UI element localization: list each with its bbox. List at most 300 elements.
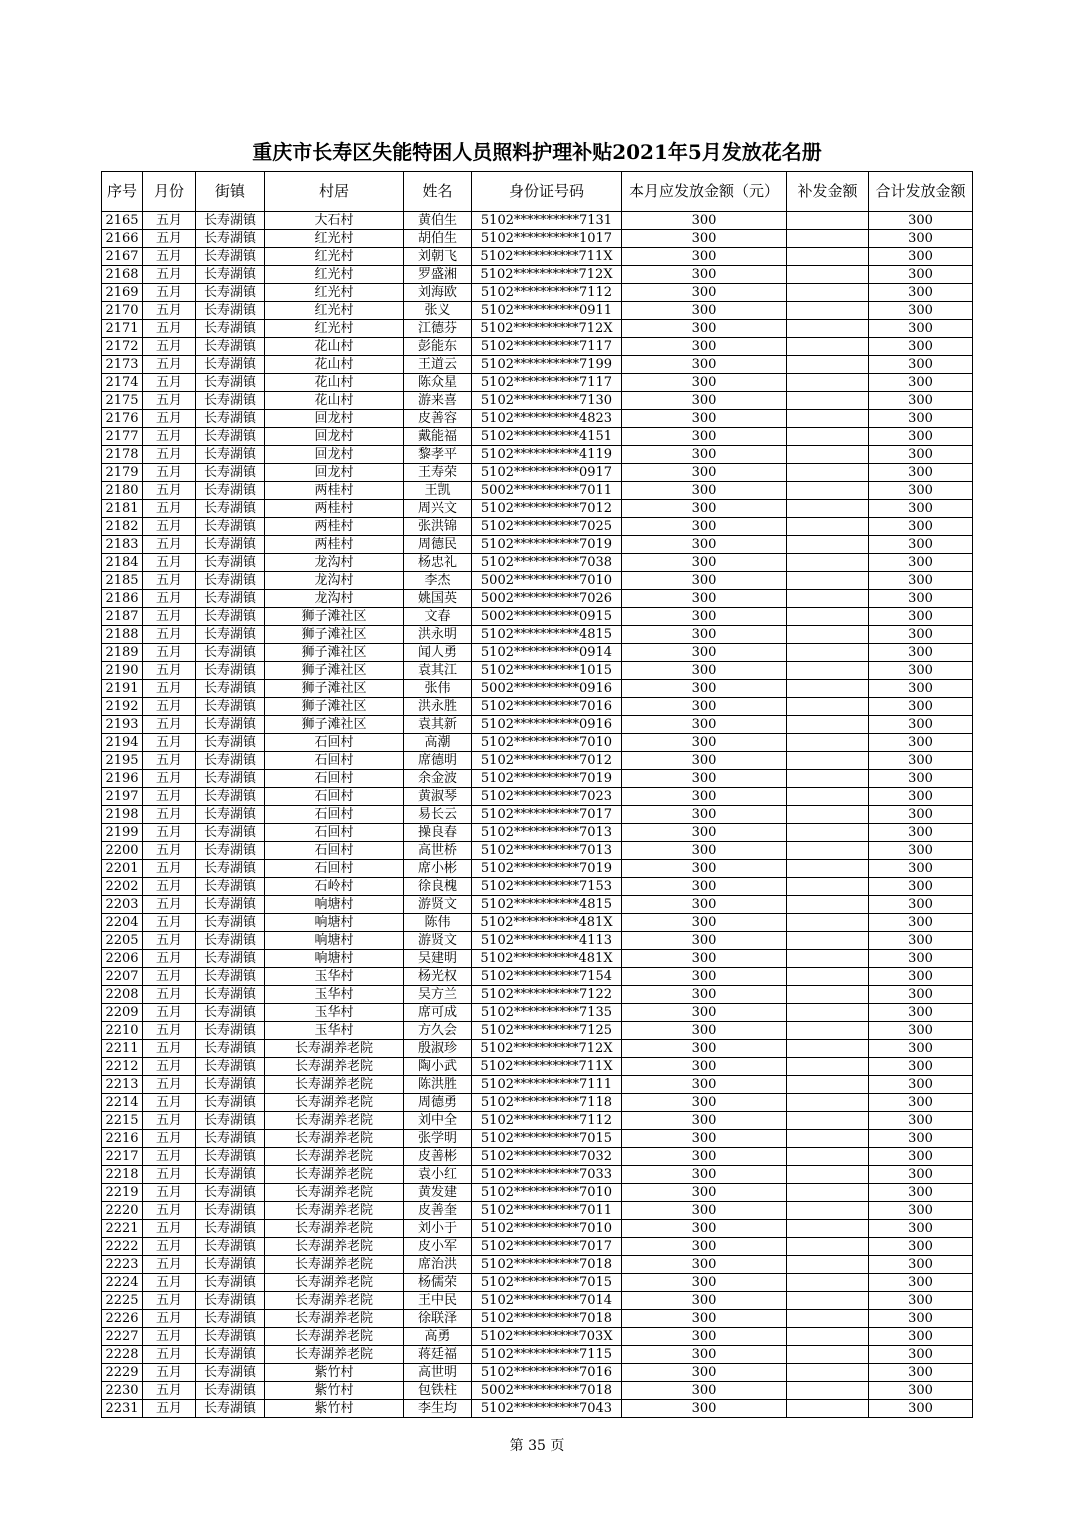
cell-town: 长寿湖镇 [196, 500, 265, 518]
cell-amount-due: 300 [622, 248, 787, 266]
cell-village: 花山村 [265, 392, 404, 410]
cell-town: 长寿湖镇 [196, 896, 265, 914]
table-row [102, 482, 973, 500]
cell-index: 2178 [102, 446, 143, 464]
cell-name: 袁其江 [404, 662, 472, 680]
cell-index: 2196 [102, 770, 143, 788]
cell-name: 袁其新 [404, 716, 472, 734]
cell-amount-due: 300 [622, 1112, 787, 1130]
cell-id-number: 5102**********4151 [472, 428, 622, 446]
cell-id-number: 5102**********4113 [472, 932, 622, 950]
cell-village: 长寿湖养老院 [265, 1328, 404, 1346]
table-row [102, 968, 973, 986]
cell-amount-due: 300 [622, 626, 787, 644]
cell-amount-due: 300 [622, 608, 787, 626]
cell-id-number: 5102**********7118 [472, 1094, 622, 1112]
cell-index: 2226 [102, 1310, 143, 1328]
cell-town: 长寿湖镇 [196, 1094, 265, 1112]
cell-month: 五月 [143, 1058, 196, 1076]
cell-id-number: 5102**********7015 [472, 1274, 622, 1292]
table-row [102, 1130, 973, 1148]
cell-town: 长寿湖镇 [196, 770, 265, 788]
cell-village: 花山村 [265, 374, 404, 392]
cell-total: 300 [869, 1148, 973, 1166]
table-row [102, 1256, 973, 1274]
cell-amount-due: 300 [622, 446, 787, 464]
cell-amount-due: 300 [622, 1400, 787, 1418]
cell-supplement [787, 734, 869, 752]
cell-amount-due: 300 [622, 770, 787, 788]
cell-month: 五月 [143, 212, 196, 230]
cell-total: 300 [869, 284, 973, 302]
cell-town: 长寿湖镇 [196, 230, 265, 248]
cell-month: 五月 [143, 1220, 196, 1238]
cell-id-number: 5102**********7111 [472, 1076, 622, 1094]
cell-month: 五月 [143, 842, 196, 860]
cell-village: 石岭村 [265, 878, 404, 896]
cell-amount-due: 300 [622, 1058, 787, 1076]
cell-amount-due: 300 [622, 374, 787, 392]
cell-index: 2180 [102, 482, 143, 500]
cell-village: 响塘村 [265, 950, 404, 968]
cell-id-number: 5102**********7033 [472, 1166, 622, 1184]
cell-index: 2203 [102, 896, 143, 914]
cell-id-number: 5102**********7016 [472, 1364, 622, 1382]
cell-amount-due: 300 [622, 1238, 787, 1256]
cell-index: 2225 [102, 1292, 143, 1310]
cell-total: 300 [869, 1184, 973, 1202]
table-row [102, 950, 973, 968]
cell-month: 五月 [143, 788, 196, 806]
cell-name: 洪永明 [404, 626, 472, 644]
cell-index: 2194 [102, 734, 143, 752]
cell-name: 徐良槐 [404, 878, 472, 896]
cell-month: 五月 [143, 752, 196, 770]
cell-village: 长寿湖养老院 [265, 1130, 404, 1148]
table-row [102, 824, 973, 842]
cell-amount-due: 300 [622, 662, 787, 680]
cell-supplement [787, 1292, 869, 1310]
cell-amount-due: 300 [622, 1364, 787, 1382]
cell-village: 红光村 [265, 266, 404, 284]
table-row [102, 302, 973, 320]
cell-supplement [787, 1076, 869, 1094]
cell-town: 长寿湖镇 [196, 1076, 265, 1094]
cell-town: 长寿湖镇 [196, 1256, 265, 1274]
cell-id-number: 5102**********0916 [472, 716, 622, 734]
cell-total: 300 [869, 914, 973, 932]
cell-supplement [787, 338, 869, 356]
cell-total: 300 [869, 356, 973, 374]
table-row [102, 572, 973, 590]
cell-month: 五月 [143, 446, 196, 464]
cell-index: 2213 [102, 1076, 143, 1094]
cell-supplement [787, 518, 869, 536]
cell-id-number: 5102**********7135 [472, 1004, 622, 1022]
cell-month: 五月 [143, 896, 196, 914]
cell-month: 五月 [143, 572, 196, 590]
cell-id-number: 5102**********7014 [472, 1292, 622, 1310]
cell-amount-due: 300 [622, 554, 787, 572]
roster-body [102, 212, 973, 1418]
cell-supplement [787, 878, 869, 896]
table-row [102, 590, 973, 608]
cell-village: 长寿湖养老院 [265, 1184, 404, 1202]
cell-month: 五月 [143, 806, 196, 824]
cell-total: 300 [869, 1382, 973, 1400]
cell-month: 五月 [143, 1382, 196, 1400]
cell-amount-due: 300 [622, 572, 787, 590]
cell-amount-due: 300 [622, 428, 787, 446]
cell-month: 五月 [143, 914, 196, 932]
cell-name: 罗盛湘 [404, 266, 472, 284]
cell-name: 张洪锦 [404, 518, 472, 536]
cell-supplement [787, 662, 869, 680]
cell-village: 长寿湖养老院 [265, 1112, 404, 1130]
cell-total: 300 [869, 1004, 973, 1022]
cell-month: 五月 [143, 734, 196, 752]
cell-town: 长寿湖镇 [196, 806, 265, 824]
cell-supplement [787, 482, 869, 500]
cell-name: 陈洪胜 [404, 1076, 472, 1094]
cell-name: 王中民 [404, 1292, 472, 1310]
cell-name: 游贤文 [404, 896, 472, 914]
cell-village: 狮子滩社区 [265, 644, 404, 662]
cell-month: 五月 [143, 554, 196, 572]
cell-village: 两桂村 [265, 500, 404, 518]
cell-id-number: 5102**********7117 [472, 338, 622, 356]
table-row [102, 392, 973, 410]
cell-supplement [787, 1328, 869, 1346]
cell-month: 五月 [143, 716, 196, 734]
cell-supplement [787, 1112, 869, 1130]
cell-id-number: 5102**********7010 [472, 734, 622, 752]
cell-town: 长寿湖镇 [196, 1364, 265, 1382]
cell-town: 长寿湖镇 [196, 284, 265, 302]
cell-town: 长寿湖镇 [196, 482, 265, 500]
cell-name: 黄伯生 [404, 212, 472, 230]
cell-name: 彭能东 [404, 338, 472, 356]
table-row [102, 1202, 973, 1220]
cell-total: 300 [869, 752, 973, 770]
cell-id-number: 5102**********7115 [472, 1346, 622, 1364]
cell-village: 长寿湖养老院 [265, 1148, 404, 1166]
cell-village: 回龙村 [265, 410, 404, 428]
cell-index: 2212 [102, 1058, 143, 1076]
table-row [102, 608, 973, 626]
cell-total: 300 [869, 662, 973, 680]
table-row [102, 1166, 973, 1184]
table-row [102, 1292, 973, 1310]
cell-id-number: 5102**********7012 [472, 500, 622, 518]
cell-supplement [787, 752, 869, 770]
cell-town: 长寿湖镇 [196, 1148, 265, 1166]
cell-village: 龙沟村 [265, 590, 404, 608]
cell-town: 长寿湖镇 [196, 1274, 265, 1292]
table-row [102, 1328, 973, 1346]
table-row [102, 1076, 973, 1094]
cell-amount-due: 300 [622, 968, 787, 986]
cell-month: 五月 [143, 410, 196, 428]
cell-month: 五月 [143, 608, 196, 626]
cell-name: 闻人勇 [404, 644, 472, 662]
cell-index: 2207 [102, 968, 143, 986]
table-row [102, 500, 973, 518]
cell-total: 300 [869, 608, 973, 626]
cell-total: 300 [869, 932, 973, 950]
cell-amount-due: 300 [622, 1022, 787, 1040]
cell-town: 长寿湖镇 [196, 212, 265, 230]
cell-index: 2228 [102, 1346, 143, 1364]
cell-name: 张学明 [404, 1130, 472, 1148]
cell-village: 狮子滩社区 [265, 680, 404, 698]
cell-total: 300 [869, 536, 973, 554]
cell-supplement [787, 554, 869, 572]
cell-month: 五月 [143, 392, 196, 410]
table-row [102, 1238, 973, 1256]
cell-supplement [787, 626, 869, 644]
cell-town: 长寿湖镇 [196, 1166, 265, 1184]
cell-amount-due: 300 [622, 536, 787, 554]
cell-id-number: 5102**********7019 [472, 860, 622, 878]
cell-village: 红光村 [265, 320, 404, 338]
cell-village: 狮子滩社区 [265, 662, 404, 680]
cell-village: 回龙村 [265, 446, 404, 464]
table-row [102, 1004, 973, 1022]
cell-month: 五月 [143, 770, 196, 788]
cell-amount-due: 300 [622, 590, 787, 608]
cell-index: 2169 [102, 284, 143, 302]
cell-supplement [787, 500, 869, 518]
cell-name: 姚国英 [404, 590, 472, 608]
cell-supplement [787, 356, 869, 374]
column-header-town: 街镇 [196, 172, 265, 212]
cell-amount-due: 300 [622, 1004, 787, 1022]
cell-village: 红光村 [265, 284, 404, 302]
cell-supplement [787, 1364, 869, 1382]
cell-supplement [787, 302, 869, 320]
cell-village: 狮子滩社区 [265, 608, 404, 626]
table-row [102, 1220, 973, 1238]
cell-village: 龙沟村 [265, 572, 404, 590]
cell-town: 长寿湖镇 [196, 1400, 265, 1418]
cell-index: 2176 [102, 410, 143, 428]
cell-town: 长寿湖镇 [196, 626, 265, 644]
cell-id-number: 5102**********0911 [472, 302, 622, 320]
cell-month: 五月 [143, 1040, 196, 1058]
cell-town: 长寿湖镇 [196, 698, 265, 716]
cell-name: 席可成 [404, 1004, 472, 1022]
cell-supplement [787, 1310, 869, 1328]
cell-name: 张伟 [404, 680, 472, 698]
cell-index: 2200 [102, 842, 143, 860]
table-row [102, 1058, 973, 1076]
cell-amount-due: 300 [622, 752, 787, 770]
cell-village: 玉华村 [265, 968, 404, 986]
cell-village: 响塘村 [265, 914, 404, 932]
cell-month: 五月 [143, 500, 196, 518]
cell-index: 2168 [102, 266, 143, 284]
cell-month: 五月 [143, 356, 196, 374]
cell-town: 长寿湖镇 [196, 878, 265, 896]
cell-supplement [787, 824, 869, 842]
cell-total: 300 [869, 1058, 973, 1076]
cell-month: 五月 [143, 1328, 196, 1346]
cell-amount-due: 300 [622, 518, 787, 536]
cell-village: 大石村 [265, 212, 404, 230]
table-row [102, 1382, 973, 1400]
cell-id-number: 5102**********481X [472, 914, 622, 932]
cell-village: 两桂村 [265, 518, 404, 536]
cell-total: 300 [869, 1130, 973, 1148]
cell-total: 300 [869, 1076, 973, 1094]
cell-supplement [787, 464, 869, 482]
cell-amount-due: 300 [622, 1040, 787, 1058]
cell-name: 高勇 [404, 1328, 472, 1346]
table-row [102, 1400, 973, 1418]
cell-name: 袁小红 [404, 1166, 472, 1184]
cell-supplement [787, 266, 869, 284]
cell-village: 长寿湖养老院 [265, 1238, 404, 1256]
table-row [102, 1274, 973, 1292]
cell-month: 五月 [143, 518, 196, 536]
cell-total: 300 [869, 302, 973, 320]
cell-amount-due: 300 [622, 950, 787, 968]
cell-id-number: 5002**********7011 [472, 482, 622, 500]
cell-village: 长寿湖养老院 [265, 1166, 404, 1184]
cell-supplement [787, 680, 869, 698]
table-row [102, 662, 973, 680]
cell-id-number: 5102**********7112 [472, 284, 622, 302]
cell-total: 300 [869, 734, 973, 752]
cell-index: 2224 [102, 1274, 143, 1292]
table-row [102, 896, 973, 914]
cell-id-number: 5102**********7011 [472, 1202, 622, 1220]
cell-total: 300 [869, 320, 973, 338]
cell-month: 五月 [143, 1076, 196, 1094]
cell-total: 300 [869, 212, 973, 230]
cell-id-number: 5102**********711X [472, 1058, 622, 1076]
cell-month: 五月 [143, 1310, 196, 1328]
cell-id-number: 5102**********7017 [472, 1238, 622, 1256]
cell-total: 300 [869, 1274, 973, 1292]
cell-amount-due: 300 [622, 482, 787, 500]
cell-name: 黎孝平 [404, 446, 472, 464]
cell-index: 2193 [102, 716, 143, 734]
cell-town: 长寿湖镇 [196, 1040, 265, 1058]
cell-amount-due: 300 [622, 680, 787, 698]
cell-id-number: 5102**********7112 [472, 1112, 622, 1130]
cell-town: 长寿湖镇 [196, 302, 265, 320]
cell-id-number: 5102**********7117 [472, 374, 622, 392]
cell-month: 五月 [143, 428, 196, 446]
cell-amount-due: 300 [622, 1220, 787, 1238]
cell-id-number: 5102**********4119 [472, 446, 622, 464]
cell-index: 2172 [102, 338, 143, 356]
cell-name: 李生均 [404, 1400, 472, 1418]
cell-total: 300 [869, 770, 973, 788]
cell-index: 2202 [102, 878, 143, 896]
cell-name: 黄发建 [404, 1184, 472, 1202]
table-row [102, 752, 973, 770]
table-row [102, 806, 973, 824]
cell-town: 长寿湖镇 [196, 680, 265, 698]
cell-index: 2167 [102, 248, 143, 266]
cell-town: 长寿湖镇 [196, 824, 265, 842]
cell-name: 操良春 [404, 824, 472, 842]
cell-index: 2199 [102, 824, 143, 842]
table-row [102, 1022, 973, 1040]
cell-index: 2221 [102, 1220, 143, 1238]
cell-name: 席治洪 [404, 1256, 472, 1274]
cell-name: 杨儒荣 [404, 1274, 472, 1292]
cell-town: 长寿湖镇 [196, 536, 265, 554]
cell-town: 长寿湖镇 [196, 1202, 265, 1220]
cell-town: 长寿湖镇 [196, 968, 265, 986]
column-header-id-number: 身份证号码 [472, 172, 622, 212]
cell-name: 刘朝飞 [404, 248, 472, 266]
cell-supplement [787, 1094, 869, 1112]
cell-supplement [787, 968, 869, 986]
cell-amount-due: 300 [622, 1184, 787, 1202]
cell-supplement [787, 1040, 869, 1058]
cell-village: 狮子滩社区 [265, 626, 404, 644]
cell-supplement [787, 896, 869, 914]
cell-name: 陈众星 [404, 374, 472, 392]
column-header-total: 合计发放金额 [869, 172, 973, 212]
cell-amount-due: 300 [622, 806, 787, 824]
cell-name: 刘中全 [404, 1112, 472, 1130]
cell-supplement [787, 644, 869, 662]
cell-month: 五月 [143, 680, 196, 698]
cell-id-number: 5002**********7026 [472, 590, 622, 608]
cell-supplement [787, 932, 869, 950]
cell-supplement [787, 1022, 869, 1040]
cell-total: 300 [869, 968, 973, 986]
cell-name: 李杰 [404, 572, 472, 590]
cell-supplement [787, 446, 869, 464]
cell-town: 长寿湖镇 [196, 428, 265, 446]
page-title: 重庆市长寿区失能特困人员照料护理补贴2021年5月发放花名册 [252, 140, 822, 164]
cell-amount-due: 300 [622, 1346, 787, 1364]
cell-id-number: 5102**********7032 [472, 1148, 622, 1166]
column-header-name: 姓名 [404, 172, 472, 212]
cell-index: 2173 [102, 356, 143, 374]
cell-name: 皮善容 [404, 410, 472, 428]
table-row [102, 464, 973, 482]
cell-month: 五月 [143, 230, 196, 248]
cell-index: 2170 [102, 302, 143, 320]
cell-village: 两桂村 [265, 482, 404, 500]
cell-id-number: 5002**********0916 [472, 680, 622, 698]
cell-month: 五月 [143, 626, 196, 644]
cell-total: 300 [869, 554, 973, 572]
cell-amount-due: 300 [622, 644, 787, 662]
cell-index: 2223 [102, 1256, 143, 1274]
cell-name: 胡伯生 [404, 230, 472, 248]
table-row [102, 410, 973, 428]
cell-id-number: 5102**********7122 [472, 986, 622, 1004]
cell-name: 陈伟 [404, 914, 472, 932]
cell-id-number: 5102**********0917 [472, 464, 622, 482]
cell-amount-due: 300 [622, 860, 787, 878]
cell-village: 长寿湖养老院 [265, 1274, 404, 1292]
cell-total: 300 [869, 1310, 973, 1328]
cell-total: 300 [869, 338, 973, 356]
table-row [102, 518, 973, 536]
cell-amount-due: 300 [622, 500, 787, 518]
cell-month: 五月 [143, 1022, 196, 1040]
